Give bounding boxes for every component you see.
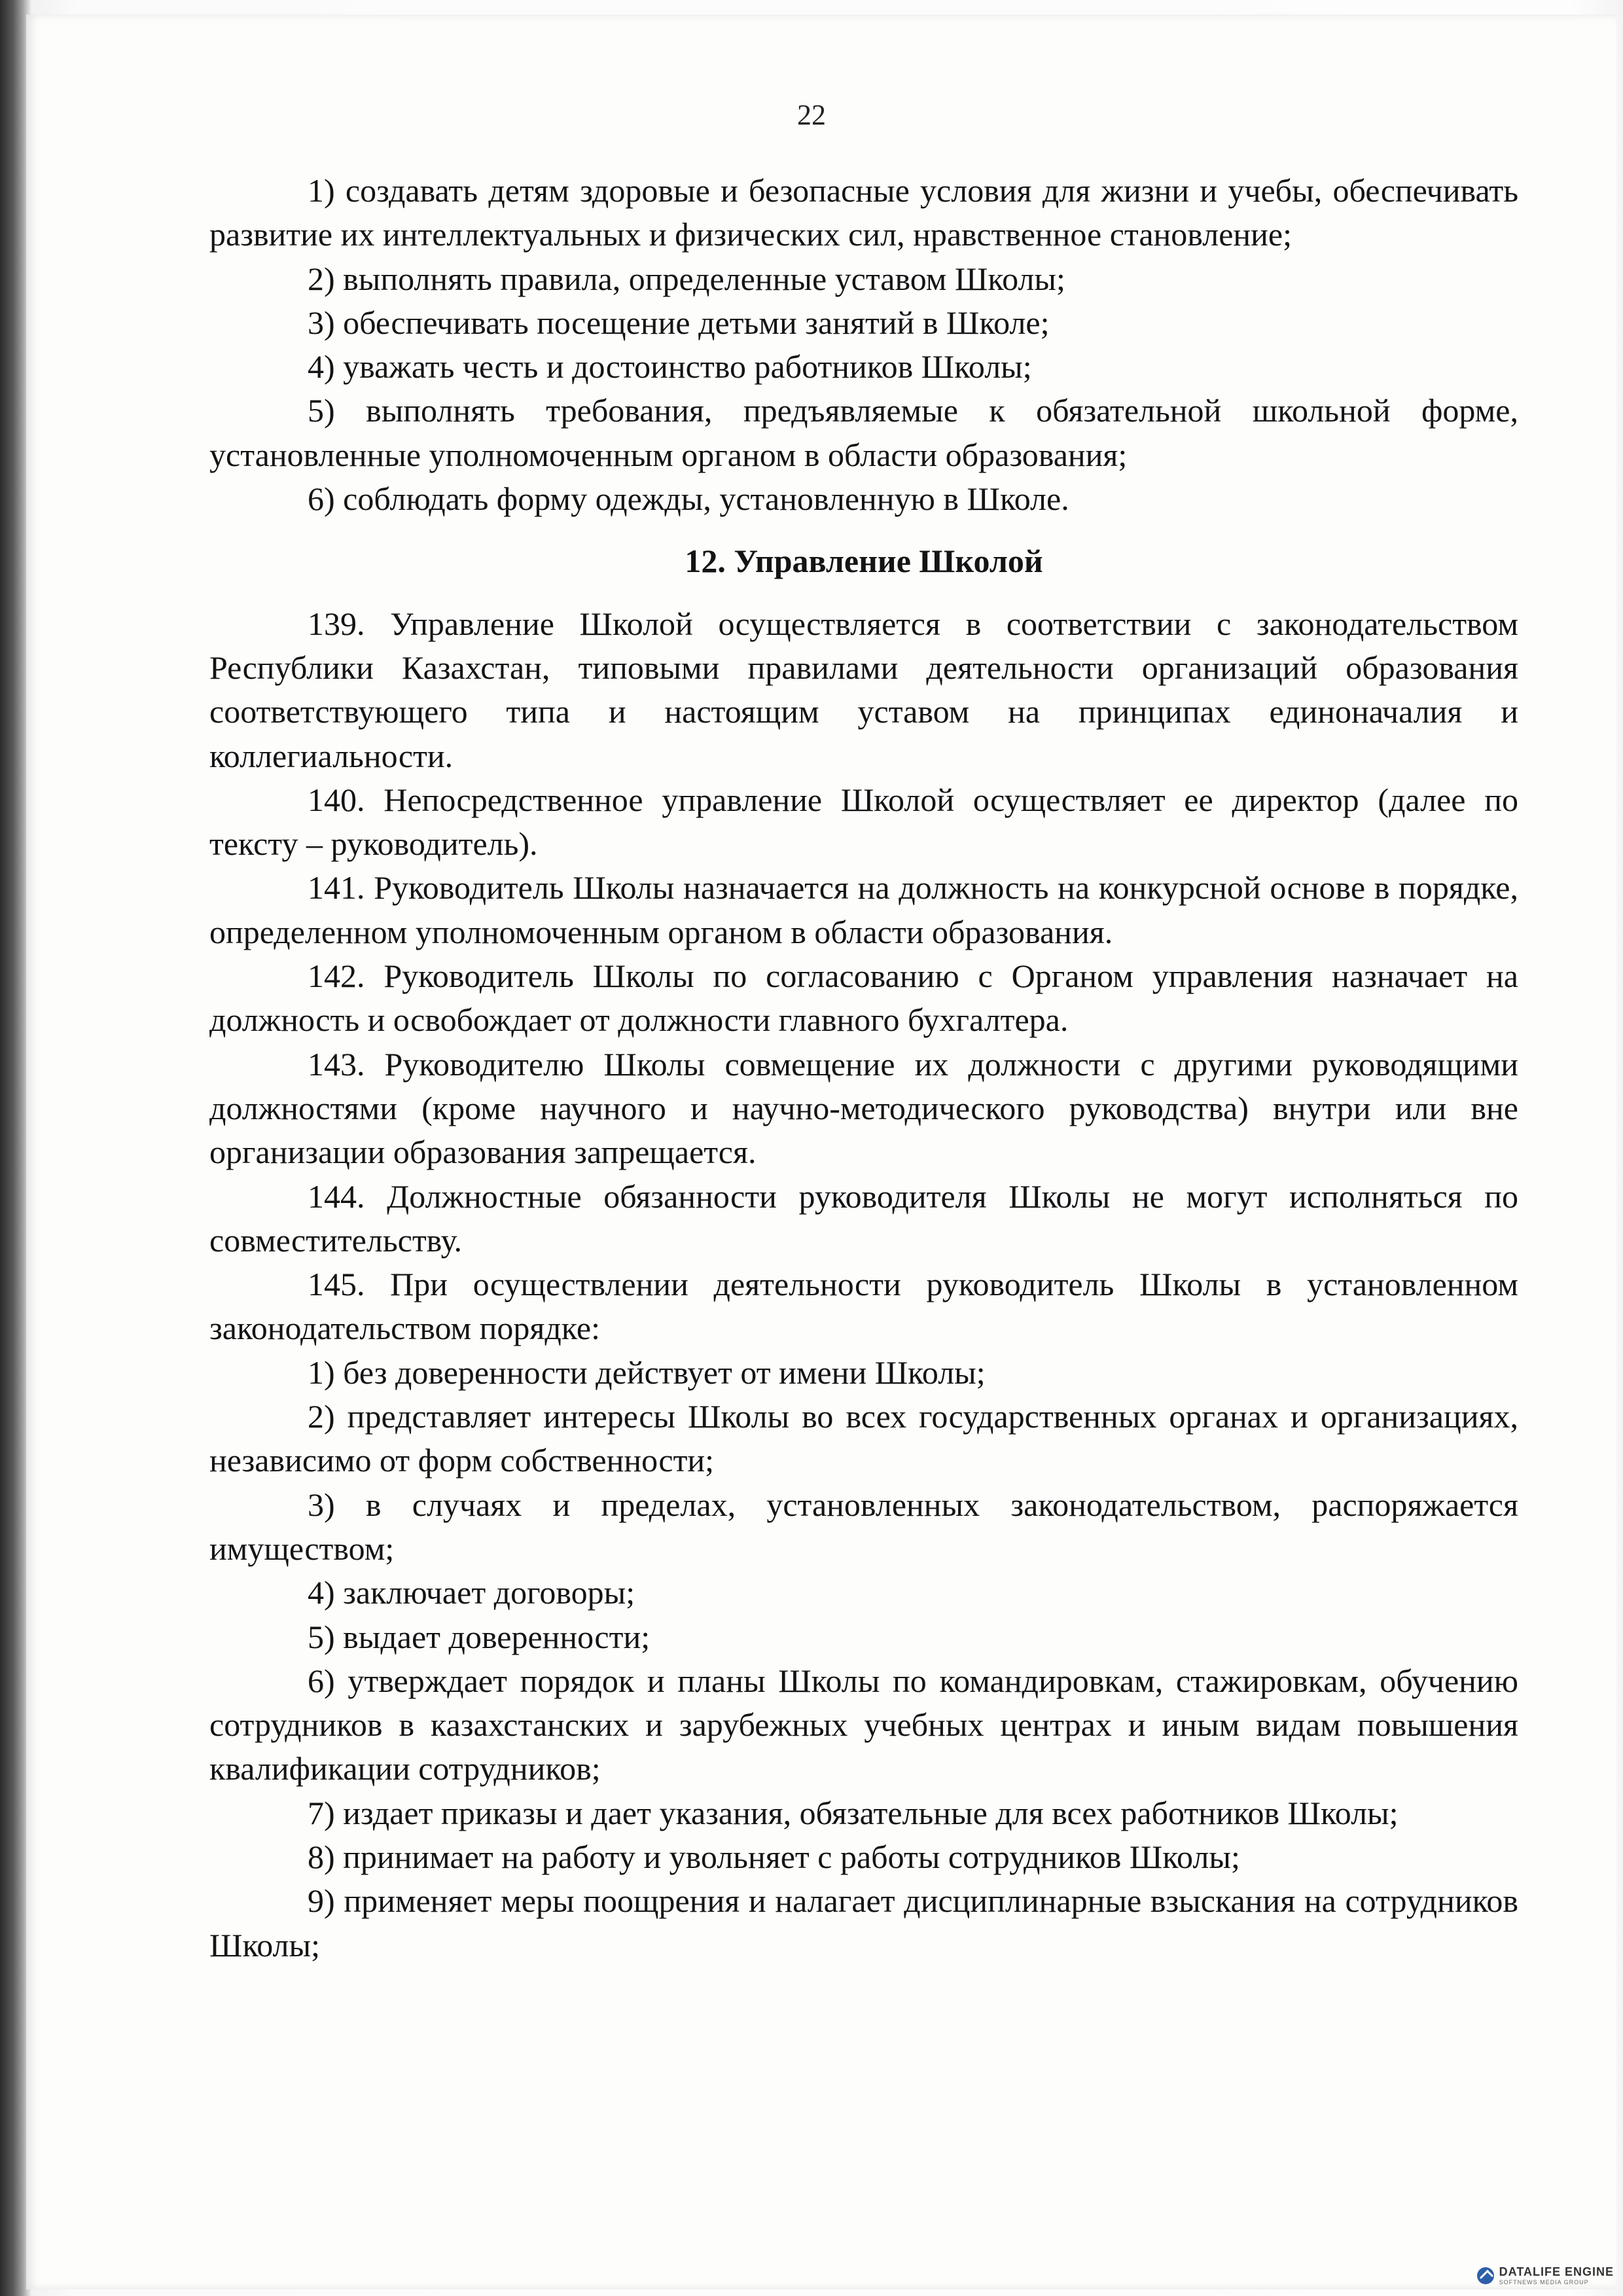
paragraph: 143. Руководителю Школы совмещение их должности с другими руководящими должностями (кроме научного и научно-методического руководства) внутри или вне организации образования запрещается.: [209, 1045, 1518, 1171]
list-item: 3) в случаях и пределах, установленных законодательством, распоряжается имуществом;: [209, 1486, 1518, 1567]
paragraph: 5) выполнять требования, предъявляемые к обязательной школьной форме, установленные уполномоченным органом в области образования;: [209, 392, 1518, 473]
paragraph: 139. Управление Школой осуществляется в соответствии с законодательством Республики Казахстан, типовыми правилами деятельности организаций образования соответствующего типа и настоящим уставом на принципах единоначалия и коллегиальности.: [209, 605, 1518, 774]
logo-icon: [1477, 2267, 1494, 2284]
logo-subtitle: SOFTNEWS MEDIA GROUP: [1499, 2279, 1589, 2286]
paragraph: 1) создавать детям здоровые и безопасные условия для жизни и учебы, обеспечивать развитие их интеллектуальных и физических сил, нравственное становление;: [209, 172, 1518, 253]
paragraph: 3) обеспечивать посещение детьми занятий в Школе;: [308, 304, 1050, 341]
paragraph: 141. Руководитель Школы назначается на должность на конкурсной основе в порядке, определенном уполномоченным органом в области образования.: [209, 869, 1518, 950]
document-body: [209, 169, 1518, 1967]
list-item: 9) применяет меры поощрения и налагает дисциплинарные взыскания на сотрудников Школы;: [209, 1882, 1518, 1964]
logo-text: [1499, 2265, 1614, 2286]
list-item: 1) без доверенности действует от имени Школы;: [308, 1354, 986, 1391]
page-number: 22: [797, 99, 826, 131]
paragraph: 140. Непосредственное управление Школой осуществляет ее директор (далее по тексту – руководитель).: [209, 781, 1518, 863]
watermark-logo: [1477, 2265, 1614, 2286]
logo-title: DATALIFE ENGINE: [1499, 2265, 1614, 2278]
list-item: 7) издает приказы и дает указания, обязательные для всех работников Школы;: [308, 1794, 1399, 1831]
list-item: 8) принимает на работу и увольняет с работы сотрудников Школы;: [308, 1838, 1240, 1875]
paragraph: 2) выполнять правила, определенные уставом Школы;: [308, 260, 1065, 297]
paragraph: 142. Руководитель Школы по согласованию с Органом управления назначает на должность и освобождает от должности главного бухгалтера.: [209, 958, 1518, 1039]
paragraph: 6) соблюдать форму одежды, установленную в Школе.: [308, 480, 1069, 518]
list-item: 2) представляет интересы Школы во всех государственных органах и организациях, независимо от форм собственности;: [209, 1398, 1518, 1479]
paragraph: 4) уважать честь и достоинство работников Школы;: [308, 348, 1032, 386]
list-item: 5) выдает доверенности;: [308, 1618, 651, 1655]
section-heading: 12. Управление Школой: [685, 543, 1043, 580]
list-item: 4) заключает договоры;: [308, 1574, 635, 1611]
paragraph: 145. При осуществлении деятельности руководитель Школы в установленном законодательством порядке:: [209, 1266, 1518, 1347]
list-item: 6) утверждает порядок и планы Школы по командировкам, стажировкам, обучению сотрудников в казахстанских и зарубежных учебных центрах и иным видам повышения квалификации сотрудников;: [209, 1662, 1518, 1787]
paragraph: 144. Должностные обязанности руководителя Школы не могут исполняться по совместительству.: [209, 1177, 1518, 1259]
